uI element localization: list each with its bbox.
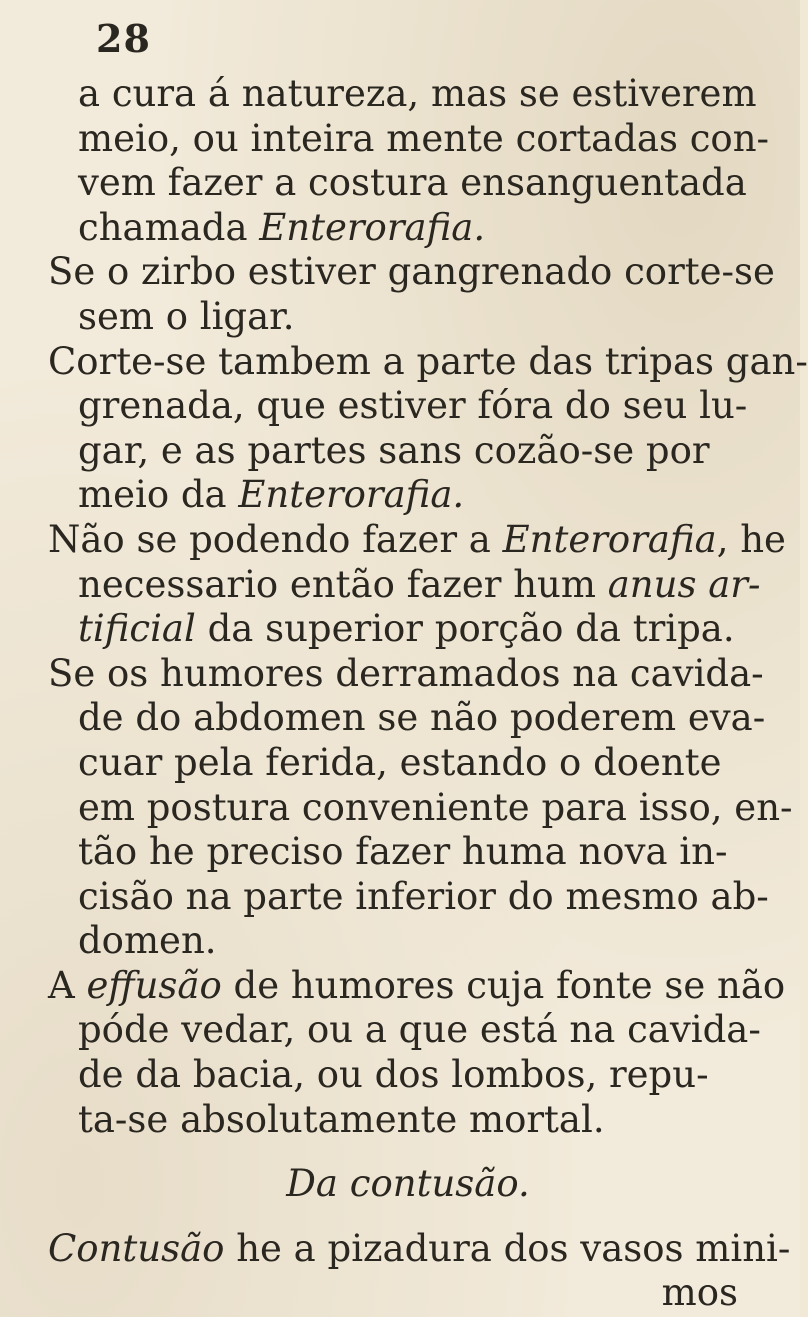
text-line: meio da Enterorafia. — [78, 473, 465, 517]
spacer — [48, 1207, 768, 1227]
text-line: tão he preciso fazer huma nova in- — [78, 830, 728, 874]
italic-term: Contusão — [48, 1226, 225, 1270]
italic-term: anus ar- — [607, 562, 761, 606]
italic-term: Enterorafia. — [238, 473, 465, 517]
page-number: 28 — [96, 16, 151, 61]
text-line: necessario então fazer hum anus ar- — [78, 562, 761, 606]
text-line: Se os humores derramados na cavida- — [48, 651, 764, 695]
text-line: de da bacia, ou dos lombos, repu- — [78, 1053, 709, 1097]
text-line: A effusão de humores cuja fonte se não — [48, 963, 786, 1007]
section-heading: Da contusão. — [286, 1162, 530, 1206]
text-line: Contusão he a pizadura dos vasos mini- — [48, 1226, 791, 1270]
text-line: gar, e as partes sans cozão-se por — [78, 428, 710, 472]
text-line: cisão na parte inferior do mesmo ab- — [78, 874, 769, 918]
page-body — [48, 72, 808, 1316]
italic-term: Enterorafia — [502, 517, 717, 561]
text-line: mos — [661, 1271, 738, 1315]
text-line: de do abdomen se não poderem eva- — [78, 696, 766, 740]
text-line: chamada Enterorafia. — [78, 205, 486, 249]
text-line: cuar pela ferida, estando o doente — [78, 740, 722, 784]
text-line: póde vedar, ou a que está na cavida- — [78, 1008, 761, 1052]
text-line: tificial da superior porção da tripa. — [78, 607, 735, 651]
spacer — [48, 1142, 768, 1162]
text-line: em postura conveniente para isso, en- — [78, 785, 793, 829]
italic-term: Enterorafia. — [259, 205, 486, 249]
text-line: Se o zirbo estiver gangrenado corte-se — [48, 250, 775, 294]
text-line: meio, ou inteira mente cortadas con- — [78, 116, 770, 160]
text-line: Não se podendo fazer a Enterorafia, he — [48, 517, 786, 561]
text-line: a cura á natureza, mas se estiverem — [78, 72, 757, 115]
text-line: Corte-se tambem a parte das tripas gan- — [48, 339, 808, 383]
text-line: vem fazer a costura ensanguentada — [78, 161, 747, 205]
text-line: grenada, que estiver fóra do seu lu- — [78, 384, 748, 428]
italic-term: tificial — [78, 607, 196, 651]
text-line: sem o ligar. — [78, 294, 295, 338]
text-line: domen. — [78, 919, 217, 963]
italic-term: effusão — [86, 963, 222, 1007]
text-line: ta-se absolutamente mortal. — [78, 1097, 605, 1141]
